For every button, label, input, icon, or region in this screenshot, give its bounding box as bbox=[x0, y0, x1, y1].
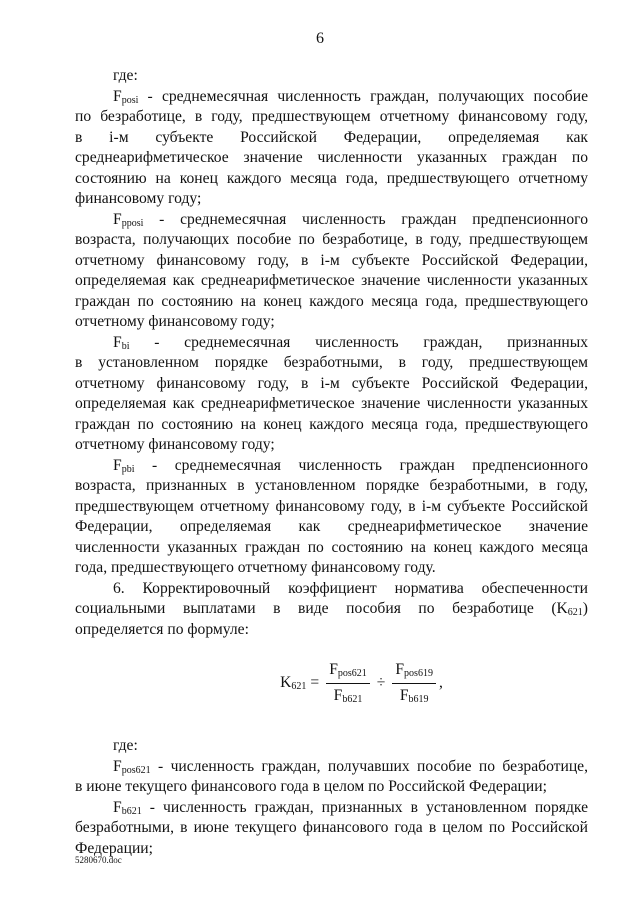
where-label: где: bbox=[113, 737, 138, 754]
definition-f-pposi: $F_{pposi}$ - среднемесячная численность граждан предпенсионного возраста, получающих пособие по безработице, в году, предшествующем отчетному финансовому году, в i-м субъекте Российской Федерации, определяемая как среднеарифметическое значение численности указанных граждан по состоянию на конец каждого месяца года, предшествующего отчетному финансовому году; bbox=[75, 210, 588, 330]
symbol: $F_{bi}$ bbox=[113, 333, 130, 352]
page-number: 6 bbox=[316, 30, 324, 47]
symbol: $F_{pbi}$ bbox=[113, 456, 135, 475]
divide-sign: ÷ bbox=[376, 673, 386, 691]
fraction-pos619-b619: $\frac{F_{pos619}}{F_{b619}}$ bbox=[392, 660, 436, 706]
document-filename: 5280670.doc bbox=[75, 855, 122, 865]
definition-f-posi: $F_{posi}$ - среднемесячная численность граждан, получающих пособие по безработице, в году, предшествующем отчетному финансовому году, в i-м субъекте Российской Федерации, определяемая как среднеарифметическое значение численности указанных граждан по состоянию на конец каждого месяца года, предшествующего отчетному финансовому году; bbox=[75, 87, 588, 207]
definition-f-bi: $F_{bi}$ - среднемесячная численность граждан, признанных в установленном порядке безработными, в году, предшествующем отчетному финансовому году, в i-м субъекте Российской Федерации, определяемая как среднеарифметическое значение численности указанных граждан по состоянию на конец каждого месяца года, предшествующего отчетному финансовому году; bbox=[75, 333, 588, 453]
formula-end: , bbox=[438, 673, 443, 691]
formula-k621 bbox=[135, 650, 588, 716]
definition-f-pbi: $F_{pbi}$ - среднемесячная численность граждан предпенсионного возраста, признанных в установленном порядке безработными, в году, предшествующем отчетному финансовому году, в i-м субъекте Российской Федерации, определяемая как среднеарифметическое значение численности указанных граждан по состоянию на конец каждого месяца года, предшествующего отчетному финансовому году. bbox=[75, 456, 588, 576]
equals-sign: = bbox=[310, 673, 320, 691]
item-6-paragraph: 6. Корректировочный коэффициент норматива обеспеченности социальными выплатами в виде пособия по безработице $(K_{621})$ определяется по формуле: bbox=[75, 579, 588, 638]
symbol: $F_{pposi}$ bbox=[113, 210, 144, 229]
document-body bbox=[75, 66, 588, 859]
symbol: $F_{posi}$ bbox=[113, 87, 139, 106]
fraction-pos621-b621: $\frac{F_{pos621}}{F_{b621}}$ bbox=[326, 660, 370, 706]
formula-lhs: $K_{621}$ bbox=[280, 673, 307, 692]
symbol: $F_{pos621}$ bbox=[113, 757, 151, 776]
symbol: $F_{b621}$ bbox=[113, 798, 142, 817]
definition-f-pos621: $F_{pos621}$ - численность граждан, получавших пособие по безработице, в июне текущего финансового года в целом по Российской Федерации; bbox=[75, 757, 588, 795]
where-label: где: bbox=[113, 67, 138, 84]
definition-f-b621: $F_{b621}$ - численность граждан, признанных в установленном порядке безработными, в июне текущего финансового года в целом по Российской Федерации; bbox=[75, 798, 588, 857]
